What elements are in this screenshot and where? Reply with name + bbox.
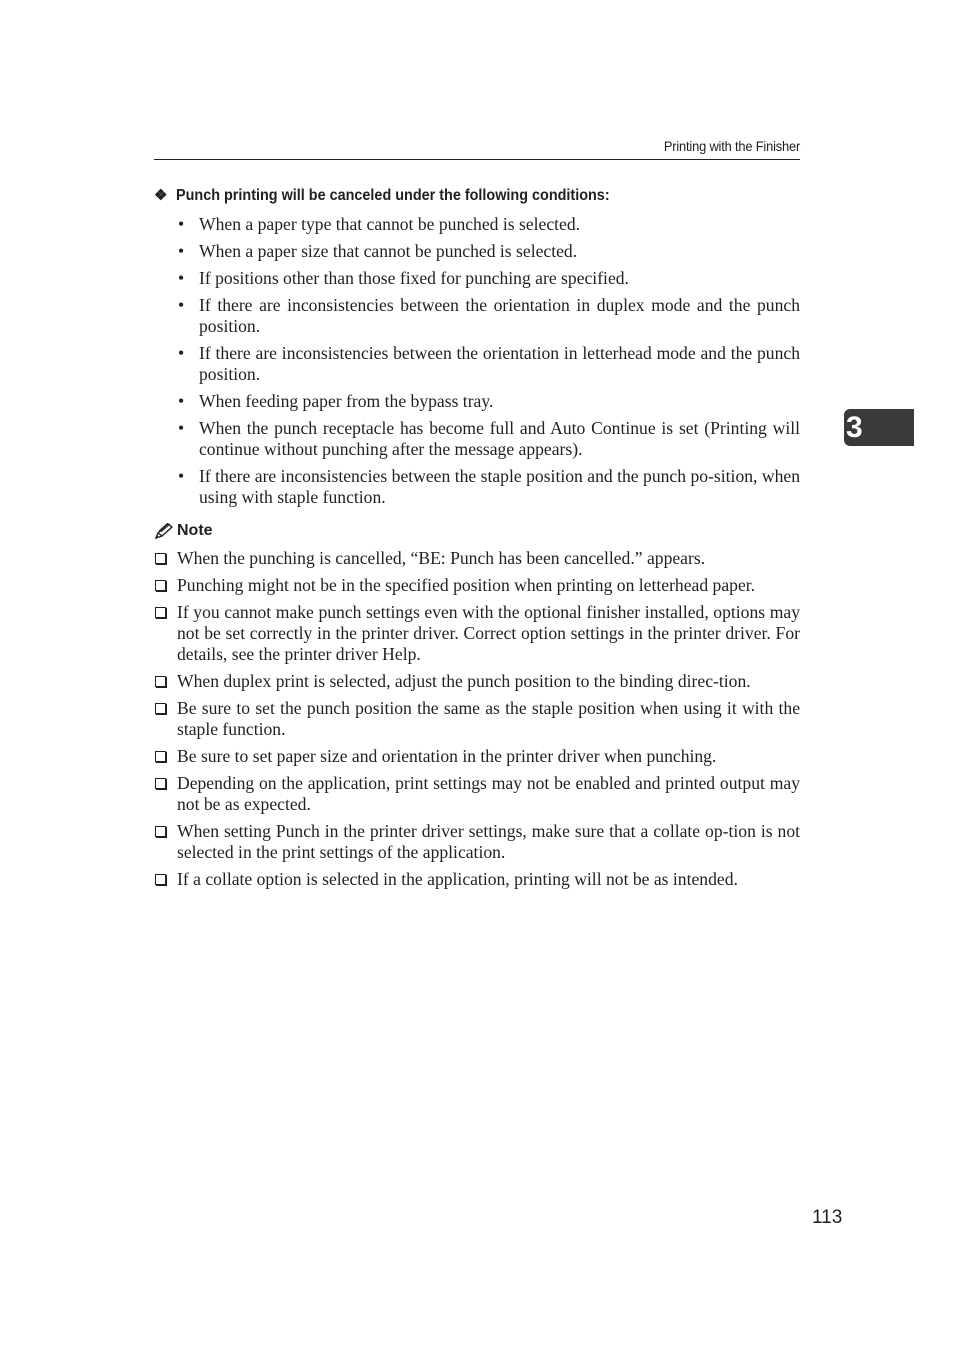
note-item-text: When the punching is cancelled, “BE: Punch has been cancelled.” appears. [177, 548, 706, 568]
note-item [154, 671, 800, 692]
note-item-text: Depending on the application, print settings may not be enabled and printed output may not be as expected. [177, 773, 800, 814]
checkbox-icon [155, 874, 166, 885]
checkbox-icon [155, 580, 166, 591]
checkbox-icon [155, 553, 166, 564]
list-item-text: If positions other than those fixed for punching are specified. [199, 268, 629, 288]
list-item-text: When a paper size that cannot be punched is selected. [199, 241, 578, 261]
list-item-text: If there are inconsistencies between the orientation in duplex mode and the punch position. [199, 295, 800, 336]
checkbox-icon [155, 676, 166, 687]
bullet-icon: • [178, 391, 185, 411]
bullet-icon: • [178, 466, 185, 486]
section-heading [154, 186, 800, 205]
note-heading-text: Note [177, 522, 213, 539]
list-item [176, 241, 800, 262]
note-item [154, 575, 800, 596]
note-heading [154, 522, 213, 540]
header-rule [154, 159, 800, 160]
bullet-icon: • [178, 268, 185, 288]
checkbox-icon [155, 703, 166, 714]
note-item-text: When setting Punch in the printer driver settings, make sure that a collate op-tion is not selected in the print settings of the application. [177, 821, 800, 862]
checkbox-icon [155, 751, 166, 762]
bullet-icon: • [178, 418, 185, 438]
checkbox-icon [155, 778, 166, 789]
bullet-icon: • [178, 241, 185, 261]
pencil-icon [154, 523, 174, 540]
page-number: 113 [812, 1207, 843, 1228]
bullet-icon: • [178, 295, 185, 315]
list-item [176, 214, 800, 235]
note-item [154, 602, 800, 665]
list-item-text: If there are inconsistencies between the staple position and the punch po-sition, when using with staple function. [199, 466, 800, 507]
note-item-text: If a collate option is selected in the application, printing will not be as intended. [177, 869, 738, 889]
note-item [154, 746, 800, 767]
note-item [154, 548, 800, 569]
list-item-text: When the punch receptacle has become full and Auto Continue is set (Printing will continue without punching after the message appears). [199, 418, 800, 459]
list-item-text: When a paper type that cannot be punched is selected. [199, 214, 581, 234]
note-item-text: Be sure to set paper size and orientation in the printer driver when punching. [177, 746, 717, 766]
checkbox-icon [155, 826, 166, 837]
diamond-cluster-icon: ❖ [154, 187, 168, 204]
note-item [154, 773, 800, 815]
cancel-conditions-list [176, 214, 800, 514]
note-item-text: When duplex print is selected, adjust the punch position to the binding direc-tion. [177, 671, 751, 691]
list-item [176, 295, 800, 337]
bullet-icon: • [178, 214, 185, 234]
note-item [154, 869, 800, 890]
list-item-text: If there are inconsistencies between the orientation in letterhead mode and the punch position. [199, 343, 800, 384]
note-list [154, 548, 800, 896]
checkbox-icon [155, 607, 166, 618]
list-item [176, 418, 800, 460]
list-item [176, 391, 800, 412]
list-item [176, 268, 800, 289]
chapter-tab: 3 [844, 409, 914, 446]
note-item [154, 698, 800, 740]
list-item-text: When feeding paper from the bypass tray. [199, 391, 494, 411]
note-item-text: Be sure to set the punch position the same as the staple position when using it with the staple function. [177, 698, 800, 739]
list-item [176, 466, 800, 508]
running-header: Printing with the Finisher [663, 138, 800, 154]
section-heading-text: Punch printing will be canceled under the following conditions: [176, 187, 610, 204]
list-item [176, 343, 800, 385]
note-item-text: If you cannot make punch settings even with the optional finisher installed, options may not be set correctly in the printer driver. Correct option settings in the printer driver. For details, see the printer driver Help. [177, 602, 800, 664]
note-item [154, 821, 800, 863]
note-item-text: Punching might not be in the specified position when printing on letterhead paper. [177, 575, 756, 595]
bullet-icon: • [178, 343, 185, 363]
